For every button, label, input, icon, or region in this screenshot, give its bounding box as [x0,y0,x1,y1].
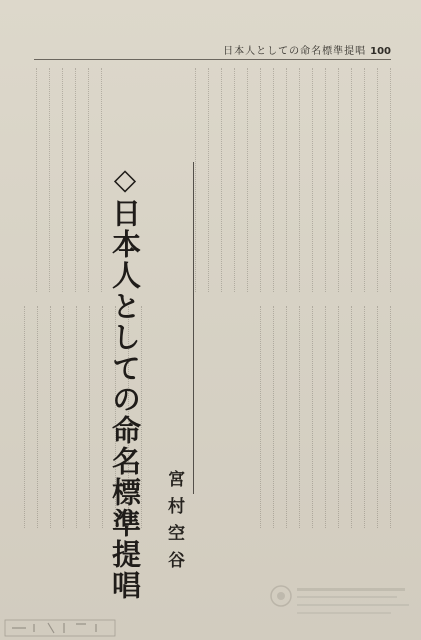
text-column [228,68,235,292]
text-column [254,68,261,292]
text-column [215,68,222,292]
article-title-text: 日本人としての命名標準提唱 [108,198,142,601]
body-text-lower-left [34,306,142,528]
text-column [44,306,51,528]
text-column [384,68,391,292]
text-column [43,68,50,292]
text-column [306,68,313,292]
text-column [95,68,102,292]
text-column [96,306,103,528]
text-column [371,306,378,528]
text-column [30,68,37,292]
text-column [280,68,287,292]
text-column [135,306,142,528]
text-column [70,306,77,528]
text-column [293,68,300,292]
body-text-upper-left [34,68,102,292]
text-column [358,306,365,528]
title-mark-icon: ◇ [108,162,142,198]
text-column [280,306,287,528]
text-column [332,68,339,292]
text-column [345,68,352,292]
text-column [267,306,274,528]
author-name: 宮村空谷 [164,470,184,578]
text-column [202,68,209,292]
text-column [358,68,365,292]
text-column [319,68,326,292]
text-column [267,68,274,292]
text-column [109,306,116,528]
text-column [371,68,378,292]
text-column [306,306,313,528]
text-column [345,306,352,528]
title-rule [193,162,194,494]
text-column [332,306,339,528]
text-column [83,306,90,528]
page-number: 100 [370,46,391,57]
text-column [384,306,391,528]
text-column [31,306,38,528]
body-text-upper-right [213,68,391,292]
archive-stamp [4,618,116,638]
text-column [254,306,261,528]
text-column [82,68,89,292]
text-column [122,306,129,528]
text-column [57,306,64,528]
text-column [56,68,63,292]
running-title: 日本人としての命名標準提唱 [223,46,367,57]
text-column [319,306,326,528]
text-column [293,306,300,528]
text-column [69,68,76,292]
text-column [241,68,248,292]
museum-watermark [267,578,413,626]
page-header [34,40,391,60]
body-text-lower-right [273,306,391,528]
text-column [18,306,25,528]
